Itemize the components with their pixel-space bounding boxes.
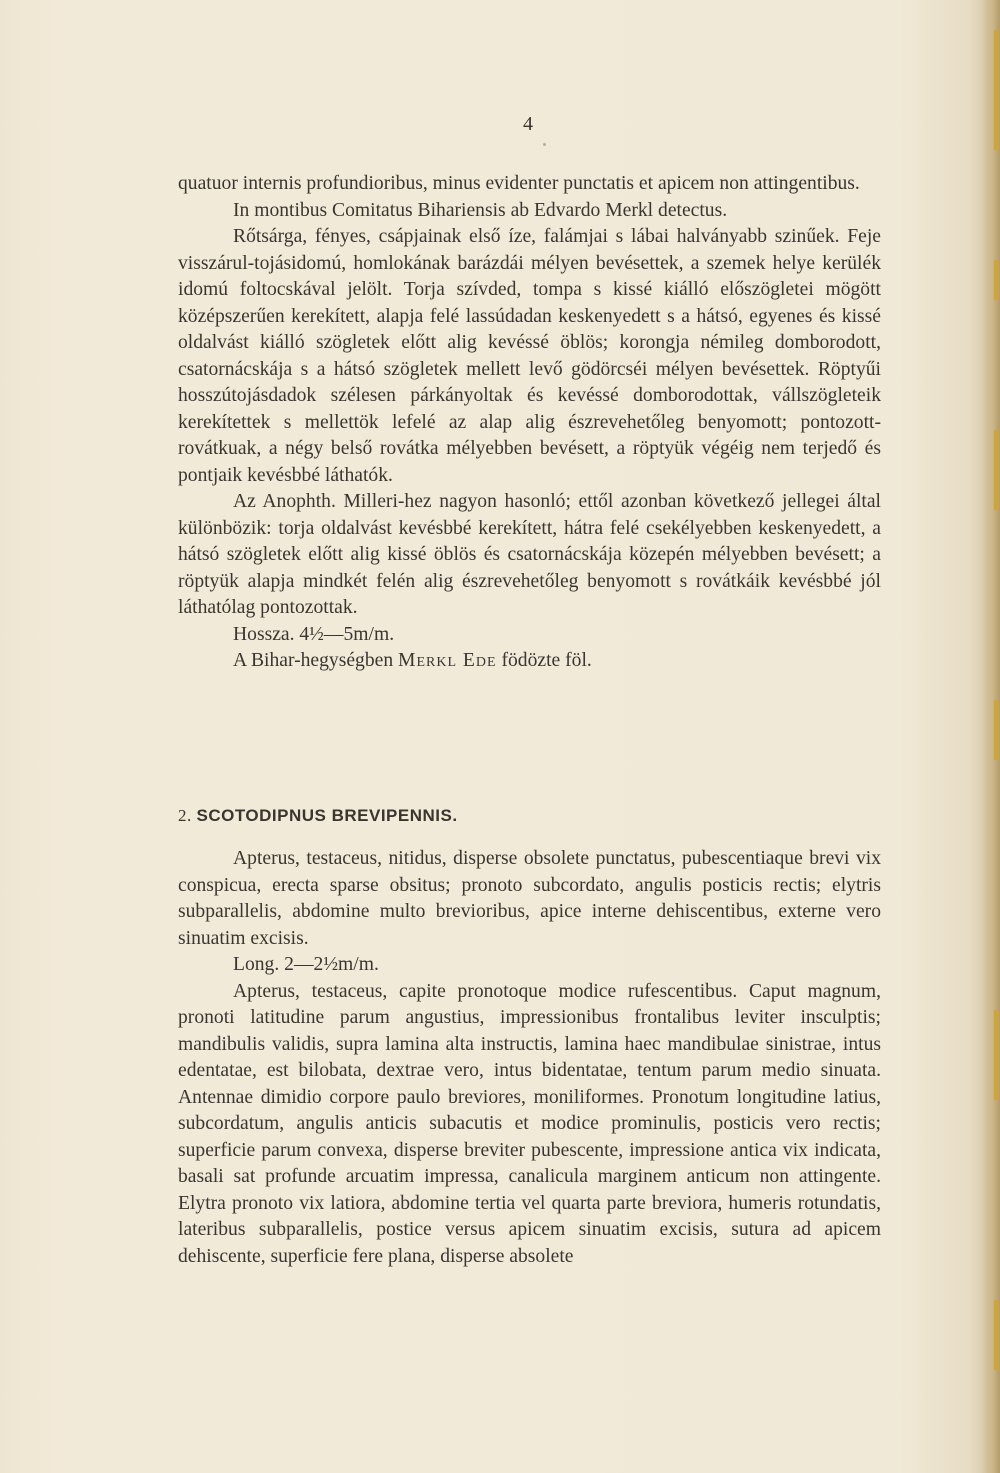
hungarian-description-block: [178, 171, 881, 675]
comparison-hungarian: Az Anophth. Milleri-hez nagyon hasonló; ettől azonban következő jellegei által különbözik: torja oldalvást kevésbbé kerekített, hátra felé csekélyebben keskenyedett, a hátsó szögletek előtt alig kissé öblös és csatornácskája közepén mélyebben bevésett; a röptyük alapja mindkét felén alig észrevehetőleg benyomott s rovátkáik kevésbbé jól láthatólag pontozottak.: [178, 491, 881, 618]
locality-suffix: födözte föl.: [501, 650, 592, 671]
species-heading: [178, 806, 458, 826]
locality-prefix: A Bihar-hegységben: [233, 650, 394, 671]
edge-mark: [994, 1010, 998, 1100]
edge-mark: [994, 30, 998, 150]
length-latin: Long. 2—2½m/m.: [233, 954, 379, 975]
latin-continuation: quatuor internis profundioribus, minus evidenter punctatis et apicem non attingentibus.: [178, 173, 860, 194]
page-number: 4: [523, 113, 533, 135]
length-hungarian: Hossza. 4½—5m/m.: [233, 623, 395, 645]
page-edge-shadow: [982, 0, 1000, 1473]
description-latin: Apterus, testaceus, capite pronotoque modice rufescentibus. Caput magnum, pronoti latitudine parum angustius, impressionibus frontalibus leviter insculptis; mandibulis validis, supra lamina alta instructis, lamina haec mandibulae sinistrae, intus edentatae, est bilobata, dextrae vero, intus bidentatae, tentum parum medio sinuata. Antennae dimidio corpore paulo breviores, moniliformes. Pronotum longitudine latius, subcordatum, angulis anticis subacutis et modice prominulis, posticis vero rectis; superficie parum convexa, disperse breviter pubescente, impressione antica vix indicata, basali sat profunde arcuatim impressa, canalicula marginem anticum non attingente. Elytra pronoto vix latiora, abdomine tertia vel quarta parte breviora, humeris rotundatis, lateribus subparallelis, postice versus apicem sinuatim excisis, sutura ad apicem dehiscente, superficie fere plana, disperse absolete: [178, 980, 881, 1267]
locality-latin: In montibus Comitatus Bihariensis ab Edvardo Merkl detectus.: [233, 199, 728, 221]
species-title: SCOTODIPNUS BREVIPENNIS.: [196, 806, 458, 825]
edge-mark: [994, 260, 998, 300]
latin-description-block: [178, 846, 881, 1270]
diagnosis-latin: Apterus, testaceus, nitidus, disperse obsolete punctatus, pubescentiaque brevi vix conspicua, erecta sparse obsitus; pronoto subcordato, angulis posticis rectis; elytris subparallelis, abdomine multo brevioribus, apice interne dehiscentibus, externe vero sinuatim excisis.: [178, 848, 881, 949]
edge-mark: [994, 700, 998, 760]
edge-mark: [994, 1300, 998, 1370]
description-hungarian: Rőtsárga, fényes, csápjainak első íze, falámjai s lábai halványabb szinűek. Feje visszárul-tojásidomú, homlokának barázdái mélyen bevésettek, a szemek helye kerülék idomú foltocskával jelölt. Torja szívded, tompa s kissé kiálló előszögletei mögött középszerűen kerekített, alapja felé lassúdadan keskenyedett s a hátsó, egyenes és kissé oldalvást kiálló szögletek előtt alig kevéssé öblös; korongja némileg domborodott, csatornácskája s a hátsó szögletek mellett levő gödörcséi mélyen bevésettek. Röptyűi hosszútojásdadok szélesen párkányoltak és kevéssé domborodottak, vállszögleteik kerekítettek s mellettök lefelé az alap alig észrevehetőleg benyomott; pontozott-rovátkuak, a négy belső rovátka mélyebben bevésett, a röptyük végéig nem terjedő és pontjaik kevésbbé láthatók.: [178, 226, 881, 486]
species-number: 2.: [178, 806, 192, 825]
edge-mark: [994, 430, 998, 510]
print-speck: [543, 143, 546, 146]
locality-hungarian: [178, 648, 881, 675]
collector-name: Merkl Ede: [398, 650, 497, 671]
